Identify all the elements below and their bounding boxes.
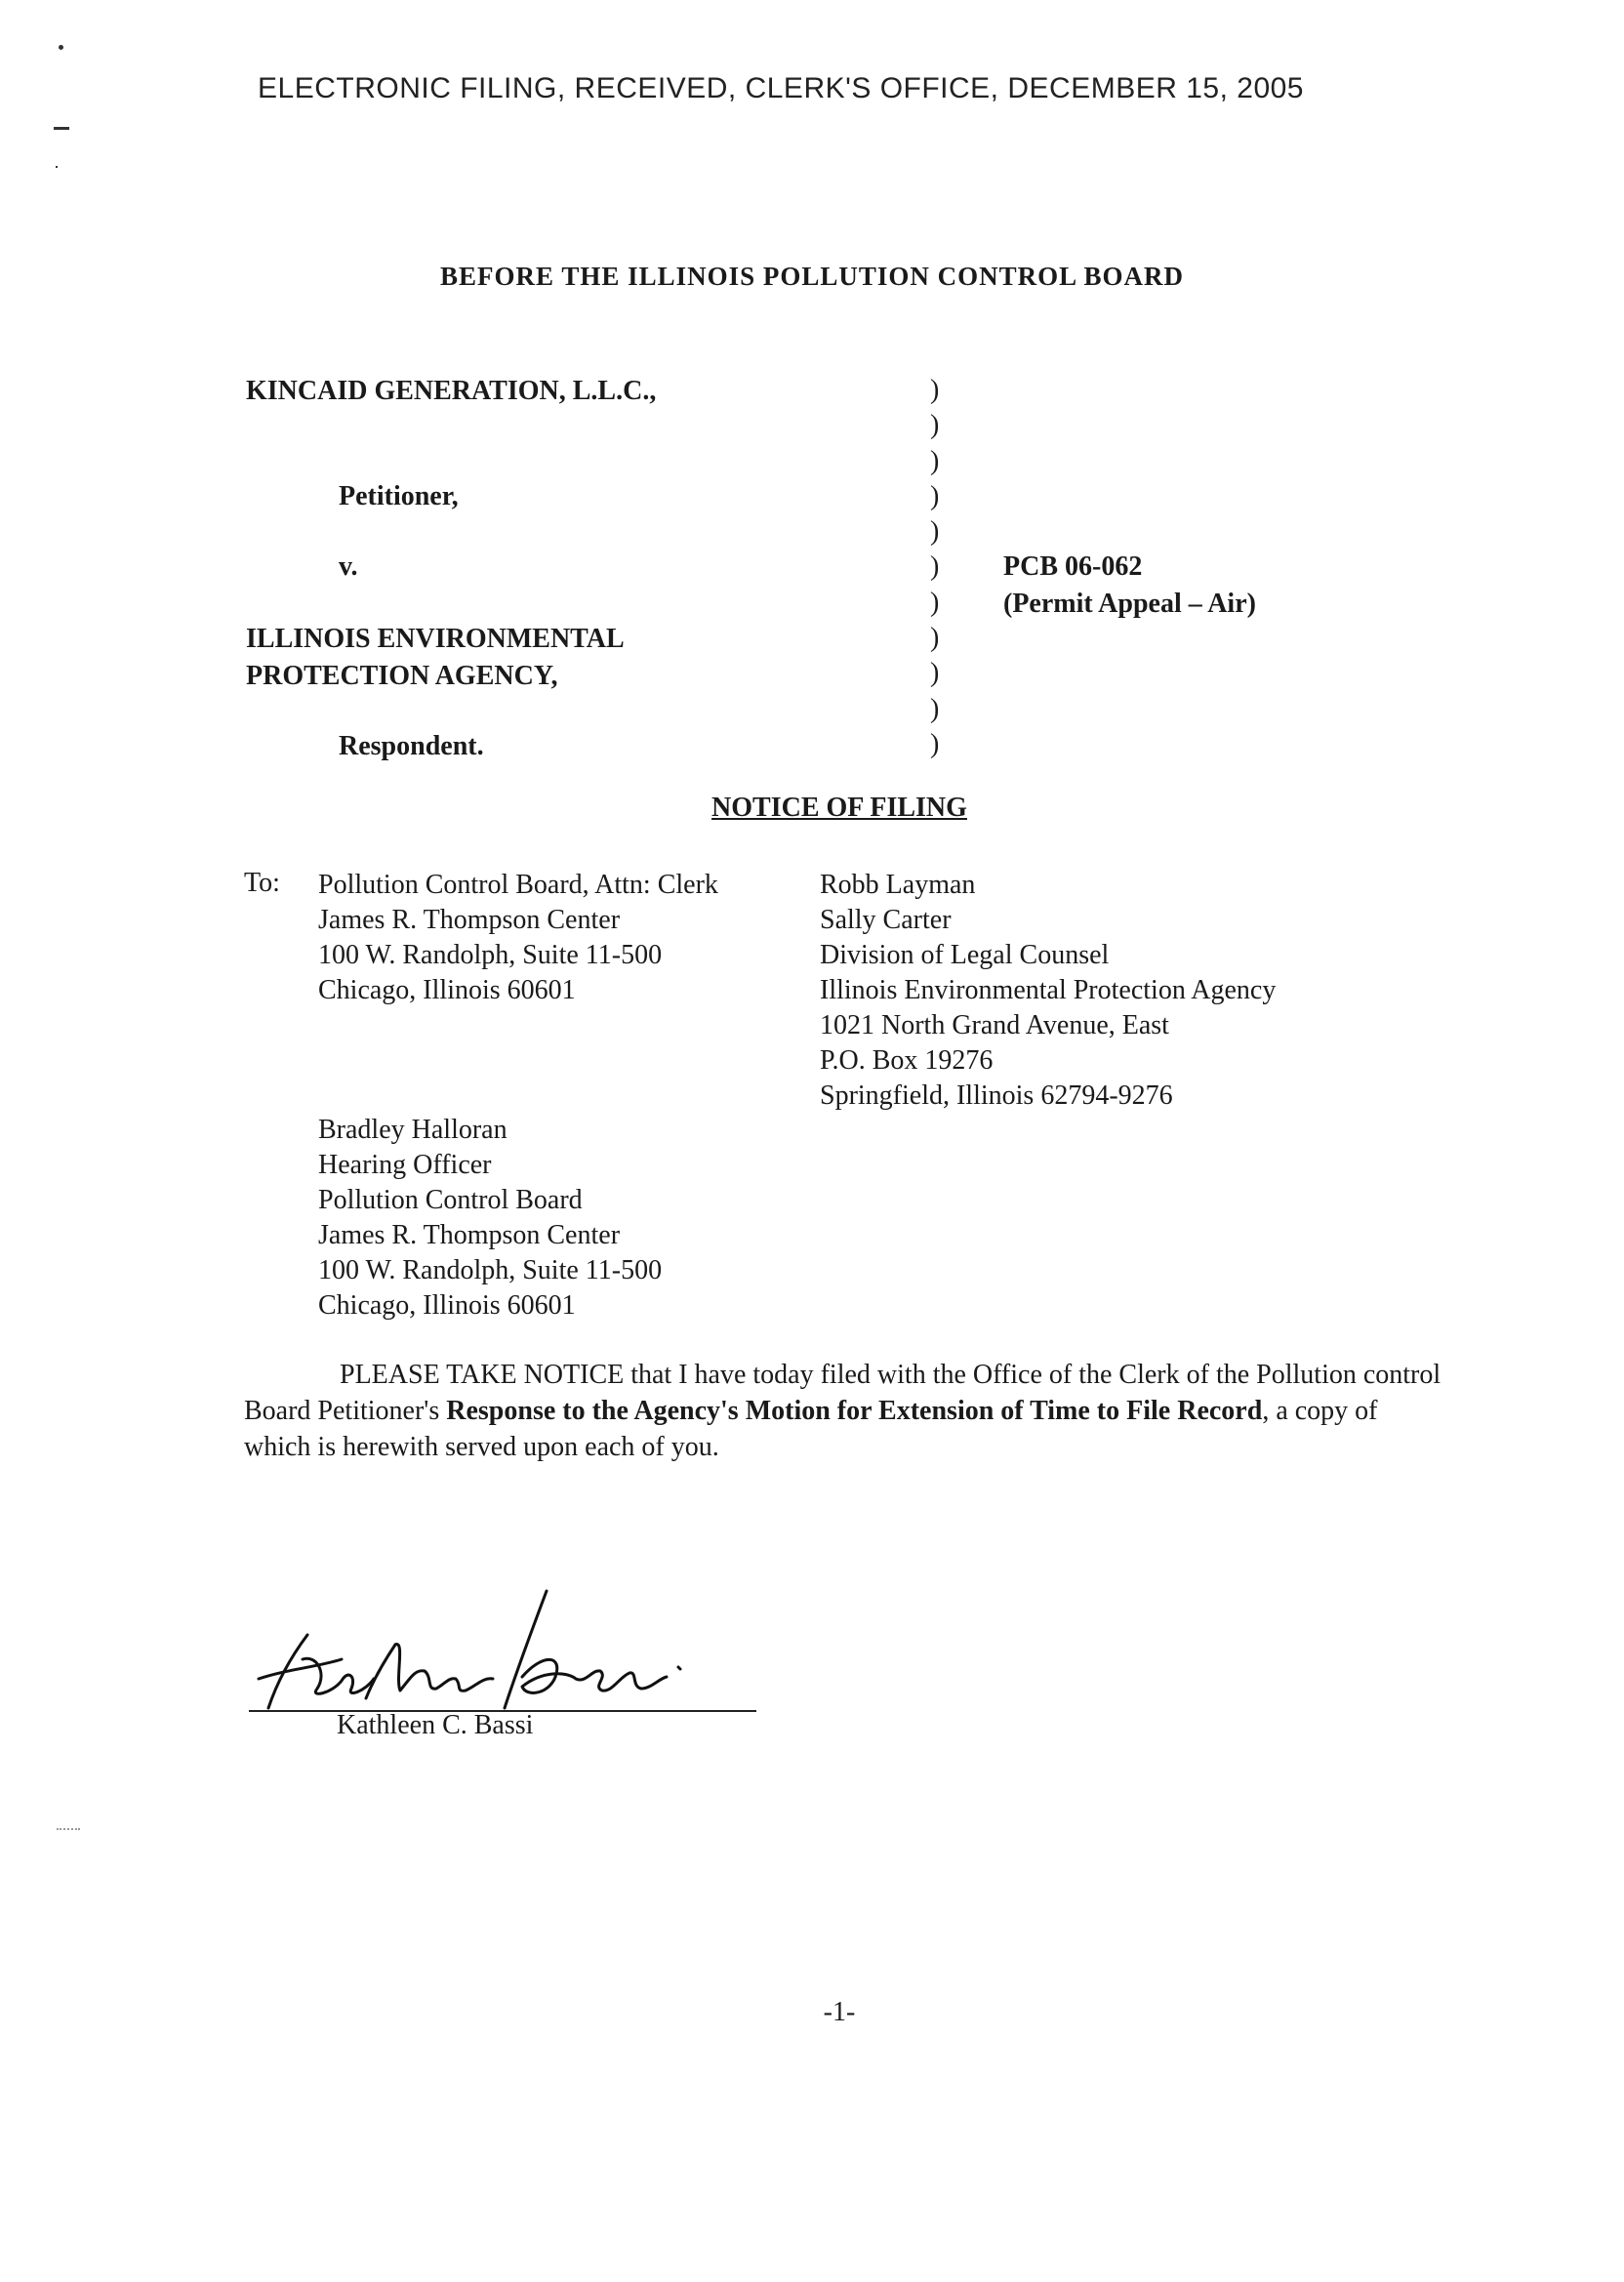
address-line: Springfield, Illinois 62794-9276: [820, 1080, 1173, 1111]
scan-speck: [57, 1828, 80, 1832]
address-line: 100 W. Randolph, Suite 11-500: [318, 940, 663, 970]
notice-body-paragraph: [244, 1357, 1444, 1465]
address-line: Division of Legal Counsel: [820, 940, 1110, 970]
notice-body-text: PLEASE TAKE NOTICE that I have today filed with the Office of the Clerk of the Pollution control Board Petitioner's: [244, 1360, 1441, 1426]
paren: ): [930, 728, 940, 759]
case-number-block: [1003, 549, 1256, 623]
filed-document-title: Response to the Agency's Motion for Extension of Time to File Record: [446, 1396, 1263, 1426]
paren: ): [930, 375, 940, 405]
case-number: PCB 06-062: [1003, 551, 1143, 582]
caption-parentheses: [930, 373, 939, 762]
scan-speck: [54, 127, 69, 130]
board-heading: BEFORE THE ILLINOIS POLLUTION CONTROL BOARD: [440, 262, 1184, 291]
recipient-agency-address: [820, 868, 1276, 1114]
address-line: Chicago, Illinois 60601: [318, 1290, 576, 1321]
scan-speck: [56, 166, 58, 168]
recipient-hearing-officer-address: [318, 1113, 662, 1324]
respondent-name-line-1: ILLINOIS ENVIRONMENTAL: [246, 624, 625, 654]
paren: ): [930, 693, 940, 724]
versus: v.: [339, 551, 358, 582]
address-line: Pollution Control Board, Attn: Clerk: [318, 870, 718, 900]
petitioner-name: KINCAID GENERATION, L.L.C.,: [246, 376, 657, 406]
paren: ): [930, 587, 940, 618]
paren: ): [930, 480, 940, 511]
address-line: P.O. Box 19276: [820, 1045, 994, 1076]
address-line: Pollution Control Board: [318, 1185, 583, 1215]
signer-name: Kathleen C. Bassi: [337, 1710, 534, 1740]
respondent-name-line-2: PROTECTION AGENCY,: [246, 661, 558, 691]
signature-hidden-text: Kathleen Bassi: [249, 1562, 256, 1563]
address-line: Bradley Halloran: [318, 1115, 508, 1145]
page-number: -1-: [823, 1997, 856, 2027]
address-line: James R. Thompson Center: [318, 1220, 621, 1250]
electronic-filing-stamp: ELECTRONIC FILING, RECEIVED, CLERK'S OFFICE, DECEMBER 15, 2005: [258, 72, 1304, 104]
notice-body-text-end: , a copy of which is herewith served upon each of you.: [244, 1396, 1378, 1462]
address-line: Hearing Officer: [318, 1150, 492, 1180]
notice-title: NOTICE OF FILING: [711, 793, 967, 823]
paren: ): [930, 516, 940, 548]
respondent-name: [246, 621, 625, 695]
address-line: Illinois Environmental Protection Agency: [820, 975, 1277, 1005]
address-line: Sally Carter: [820, 905, 952, 935]
respondent-role: Respondent.: [339, 731, 484, 761]
petitioner-role: Petitioner,: [339, 481, 459, 511]
address-line: Chicago, Illinois 60601: [318, 975, 576, 1005]
to-label: To:: [244, 868, 280, 898]
address-line: 100 W. Randolph, Suite 11-500: [318, 1255, 663, 1285]
paren: ): [930, 623, 940, 654]
case-type: (Permit Appeal – Air): [1003, 589, 1256, 619]
recipient-clerk-address: [318, 868, 718, 1008]
paren: ): [930, 445, 940, 476]
paren: ): [930, 658, 940, 689]
paren: ): [930, 410, 940, 441]
handwritten-signature: [249, 1562, 756, 1718]
scan-speck: [59, 45, 63, 50]
address-line: 1021 North Grand Avenue, East: [820, 1010, 1169, 1040]
address-line: James R. Thompson Center: [318, 905, 621, 935]
address-line: Robb Layman: [820, 870, 976, 900]
paren: ): [930, 551, 940, 583]
